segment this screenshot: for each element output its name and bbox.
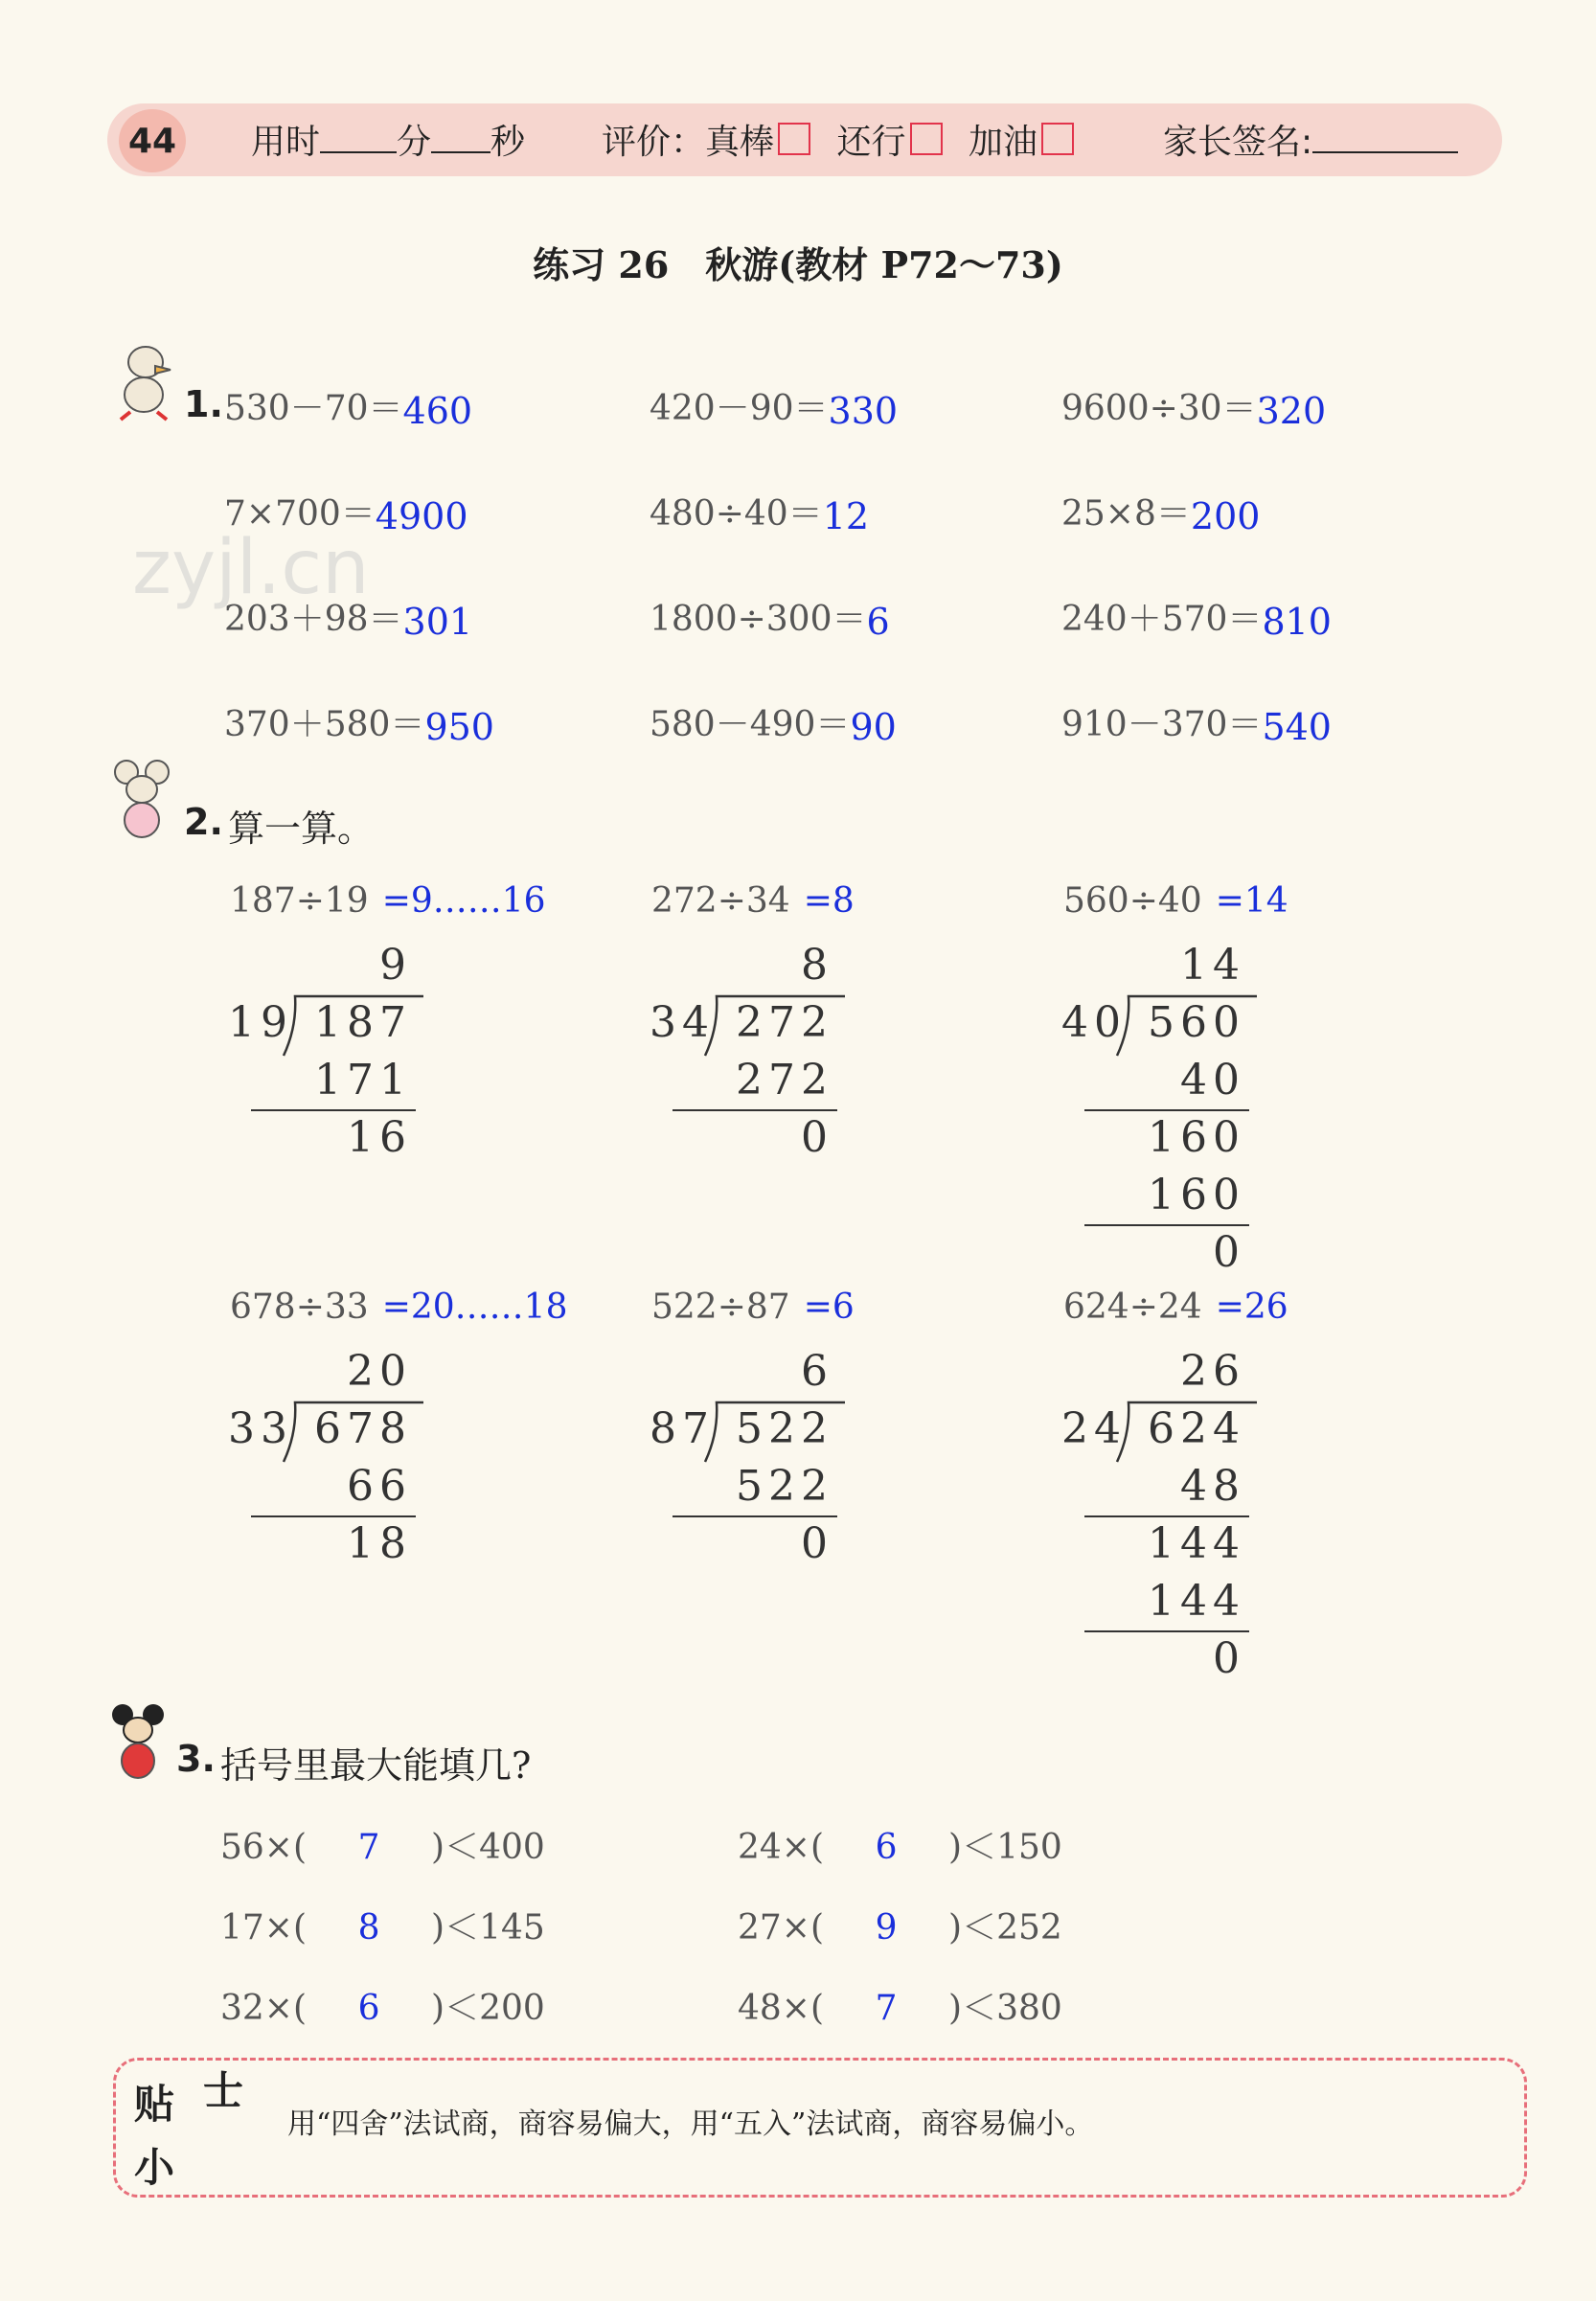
evaluation-label: 评价： [602, 123, 706, 162]
q1-expression: 480÷40＝ [650, 494, 823, 534]
tip-char-2: 士 [203, 2067, 244, 2114]
q1-answer: 330 [828, 390, 899, 432]
cheer-checkbox[interactable] [1041, 123, 1074, 155]
tip-text: 用“四舍”法试商，商容易偏大，用“五入”法试商，商容易偏小。 [287, 2107, 1094, 2141]
subtraction-line [251, 1515, 416, 1517]
q3-answer: 7 [357, 1828, 380, 1867]
page-number: 44 [119, 109, 186, 172]
subtraction-step: 144 [1148, 1577, 1245, 1626]
quotient: 9 [379, 941, 412, 990]
subtraction-step: 522 [736, 1462, 833, 1511]
q3-right: )＜252 [948, 1908, 1062, 1948]
q3-right: )＜200 [431, 1989, 545, 2028]
q2-expression: 522÷87 [651, 1287, 790, 1327]
q1-answer: 810 [1262, 601, 1332, 643]
q1-item [224, 487, 468, 535]
q3-left: 17×( [220, 1908, 308, 1948]
great-checkbox[interactable] [778, 123, 810, 155]
duck-mascot-icon [107, 341, 182, 421]
q1-expression: 1800÷300＝ [650, 600, 867, 639]
q2-expression: 678÷33 [230, 1287, 369, 1327]
q2-answer: =6 [803, 1287, 855, 1327]
q1-answer: 90 [850, 706, 897, 748]
remainder: 160 [1148, 1113, 1245, 1162]
dividend: 272 [736, 998, 833, 1047]
divisor: 34 [650, 998, 715, 1047]
subtraction-line [251, 1109, 416, 1111]
q2-answer: =20……18 [381, 1287, 568, 1327]
subtraction-step: 272 [736, 1056, 833, 1105]
subtraction-step: 48 [1180, 1462, 1245, 1511]
quotient: 8 [801, 941, 833, 990]
q1-item [650, 592, 890, 641]
q3-item [220, 1820, 545, 1869]
remainder: 16 [347, 1113, 412, 1162]
q3-left: 48×( [738, 1989, 825, 2028]
division-bracket [282, 992, 425, 1059]
remainder: 0 [1213, 1634, 1245, 1683]
time-field [251, 115, 525, 164]
q2-expression: 272÷34 [651, 881, 790, 921]
q3-item [738, 1981, 1062, 2030]
q1-expression: 25×8＝ [1061, 494, 1191, 534]
q1-answer: 4900 [375, 495, 468, 537]
q1-expression: 910－370＝ [1061, 705, 1263, 744]
q2-answer: =9……16 [381, 881, 546, 921]
second-blank[interactable] [431, 123, 490, 153]
q1-item [650, 487, 869, 535]
q3-left: 24×( [738, 1828, 825, 1867]
q3-answer: 7 [875, 1989, 898, 2028]
division-bracket [1115, 1399, 1259, 1466]
watermark: zyjl.cn [132, 525, 370, 611]
q3-answer: 8 [357, 1908, 380, 1948]
q1-item [650, 381, 898, 430]
subtraction-step: 171 [314, 1056, 412, 1105]
remainder: 0 [801, 1113, 833, 1162]
q3-left: 56×( [220, 1828, 308, 1867]
division-bracket [282, 1399, 425, 1466]
q1-answer: 6 [866, 601, 890, 643]
option-ok-label: 还行 [836, 123, 906, 162]
q1-item [1061, 697, 1332, 746]
division-bracket [703, 1399, 847, 1466]
q2-expression-line [230, 1287, 567, 1327]
ok-checkbox[interactable] [910, 123, 943, 155]
q3-right: )＜380 [948, 1989, 1062, 2028]
q3-item [738, 1901, 1062, 1949]
q1-item [1061, 381, 1326, 430]
divisor: 40 [1061, 998, 1127, 1047]
dividend: 560 [1148, 998, 1245, 1047]
quotient: 20 [347, 1347, 412, 1396]
mouse-mascot-icon [109, 757, 180, 843]
q2-expression-line [1063, 881, 1288, 921]
quotient: 14 [1180, 941, 1245, 990]
q1-answer: 301 [402, 601, 473, 643]
remainder: 0 [1213, 1228, 1245, 1277]
subtraction-line [1084, 1224, 1249, 1226]
q2-expression-line [651, 1287, 855, 1327]
q2-expression-line [1063, 1287, 1288, 1327]
q3-left: 27×( [738, 1908, 825, 1948]
q1-answer: 12 [822, 495, 870, 537]
q2-expression-line [230, 881, 546, 921]
minute-blank[interactable] [320, 123, 397, 153]
q2-answer: =14 [1215, 881, 1288, 921]
evaluation-field [602, 115, 1074, 164]
q1-item [1061, 487, 1260, 535]
remainder: 18 [347, 1519, 412, 1568]
q1-expression: 370＋580＝ [224, 705, 425, 744]
subtraction-step: 40 [1180, 1056, 1245, 1105]
option-cheer-label: 加油 [968, 123, 1037, 162]
q1-expression: 530－70＝ [224, 389, 403, 428]
page-title: 练习 26 秋游(教材 P72～73) [533, 243, 1063, 286]
q3-item [220, 1901, 545, 1949]
q2-expression: 624÷24 [1063, 1287, 1202, 1327]
dividend: 522 [736, 1404, 833, 1453]
dividend: 678 [314, 1404, 412, 1453]
q1-item [224, 697, 494, 746]
q2-expression-line [651, 881, 855, 921]
mickey-mascot-icon [109, 1701, 172, 1782]
q1-expression: 7×700＝ [224, 494, 376, 534]
dividend: 187 [314, 998, 412, 1047]
q1-number: 1. [184, 383, 223, 425]
q1-answer: 200 [1190, 495, 1261, 537]
q1-expression: 240＋570＝ [1061, 600, 1263, 639]
q3-right: )＜145 [431, 1908, 545, 1948]
remainder: 144 [1148, 1519, 1245, 1568]
q3-number: 3. [176, 1738, 216, 1780]
subtraction-line [1084, 1515, 1249, 1517]
parent-signature-field [1163, 115, 1458, 164]
q1-item [224, 592, 472, 641]
q1-answer: 320 [1256, 390, 1327, 432]
q1-item [224, 381, 472, 430]
subtraction-line [673, 1515, 837, 1517]
q2-answer: =26 [1215, 1287, 1288, 1327]
q2-number: 2. [184, 801, 223, 843]
subtraction-step: 66 [347, 1462, 412, 1511]
q3-item [738, 1820, 1062, 1869]
q3-item [220, 1981, 545, 2030]
q1-item [650, 697, 897, 746]
q1-expression: 580－490＝ [650, 705, 851, 744]
quotient: 26 [1180, 1347, 1245, 1396]
subtraction-line [1084, 1109, 1249, 1111]
q2-answer: =8 [803, 881, 855, 921]
q3-right: )＜150 [948, 1828, 1062, 1867]
q1-expression: 420－90＝ [650, 389, 829, 428]
q1-answer: 950 [424, 706, 494, 748]
divisor: 19 [228, 998, 293, 1047]
q3-instruction: 括号里最大能填几? [220, 1744, 532, 1787]
divisor: 24 [1061, 1404, 1127, 1453]
signature-blank[interactable] [1312, 123, 1458, 153]
q3-answer: 9 [875, 1908, 898, 1948]
division-bracket [1115, 992, 1259, 1059]
second-label: 秒 [490, 123, 526, 162]
divisor: 33 [228, 1404, 293, 1453]
q1-expression: 9600÷30＝ [1061, 389, 1257, 428]
parent-signature-label: 家长签名: [1163, 123, 1313, 162]
subtraction-line [673, 1109, 837, 1111]
divisor: 87 [650, 1404, 715, 1453]
dividend: 624 [1148, 1404, 1245, 1453]
remainder: 0 [801, 1519, 833, 1568]
minute-label: 分 [397, 123, 432, 162]
q3-answer: 6 [875, 1828, 898, 1867]
subtraction-step: 160 [1148, 1171, 1245, 1219]
q1-item [1061, 592, 1332, 641]
option-great-label: 真棒 [705, 123, 775, 162]
q2-instruction: 算一算。 [228, 808, 375, 850]
tip-char-1: 贴 [134, 2081, 175, 2128]
q2-expression: 560÷40 [1063, 881, 1202, 921]
q3-left: 32×( [220, 1989, 308, 2028]
q1-answer: 540 [1262, 706, 1332, 748]
quotient: 6 [801, 1347, 833, 1396]
q3-right: )＜400 [431, 1828, 545, 1867]
division-bracket [703, 992, 847, 1059]
q3-answer: 6 [357, 1989, 380, 2028]
q2-expression: 187÷19 [230, 881, 369, 921]
time-label: 用时 [251, 123, 321, 162]
q1-expression: 203＋98＝ [224, 600, 403, 639]
tip-char-3: 小 [134, 2144, 175, 2191]
q1-answer: 460 [402, 390, 473, 432]
subtraction-line [1084, 1630, 1249, 1632]
